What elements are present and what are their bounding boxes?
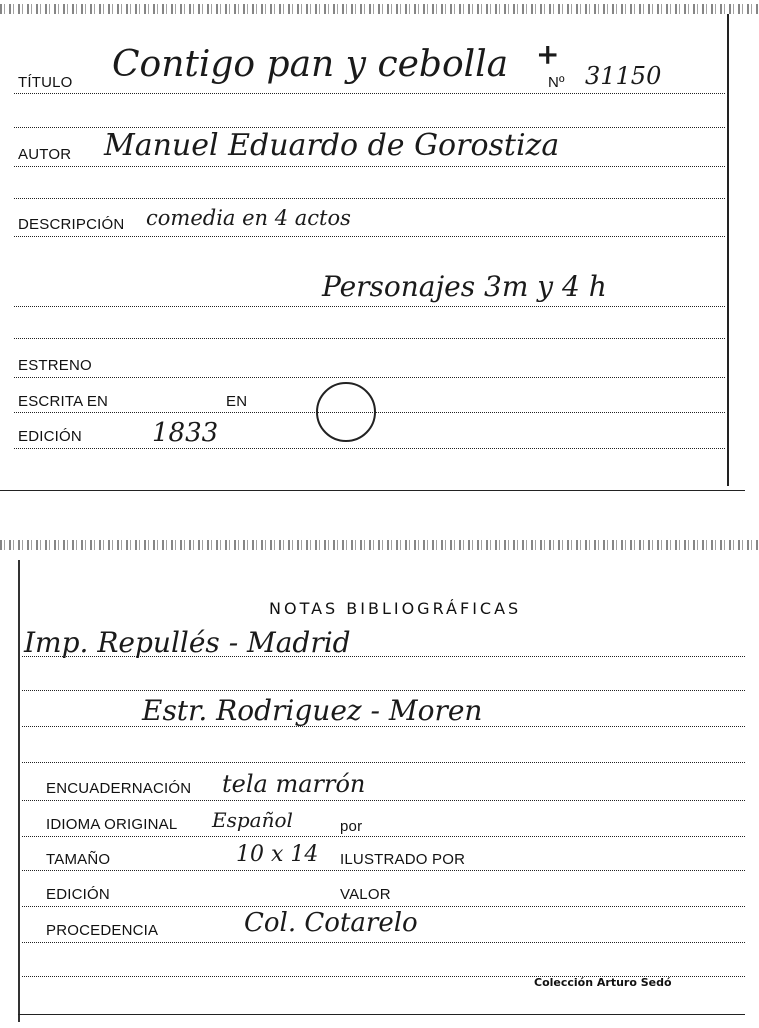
estreno-label: ESTRENO <box>18 357 92 374</box>
rule <box>14 93 725 94</box>
edicion-label-2: EDICIÓN <box>46 886 110 903</box>
rule <box>22 656 745 657</box>
note-line-1: Imp. Repullés - Madrid <box>24 626 351 659</box>
idioma-label: IDIOMA ORIGINAL <box>46 816 178 833</box>
rule <box>14 198 725 199</box>
rule <box>14 166 725 167</box>
catalog-card-back <box>0 540 759 1028</box>
tamano-label: TAMAÑO <box>46 851 111 868</box>
rule <box>22 800 745 801</box>
card-border <box>727 14 729 486</box>
card-border <box>18 560 20 1022</box>
edicion-label: EDICIÓN <box>18 428 82 445</box>
descripcion-value: comedia en 4 actos <box>146 206 351 230</box>
cross-mark: + <box>536 38 560 71</box>
encuadernacion-value: tela marrón <box>222 770 366 798</box>
rule <box>22 906 745 907</box>
card-bottom-edge <box>0 490 745 491</box>
edicion-value: 1833 <box>152 418 219 448</box>
rule <box>22 726 745 727</box>
numero-label: Nº <box>548 74 565 91</box>
procedencia-value: Col. Cotarelo <box>244 908 418 938</box>
collection-footer: Colección Arturo Sedó <box>534 976 672 989</box>
procedencia-label: PROCEDENCIA <box>46 922 159 939</box>
ilustrado-label: ILUSTRADO POR <box>340 851 466 868</box>
autor-value: Manuel Eduardo de Gorostiza <box>104 128 560 163</box>
rule <box>22 942 745 943</box>
circle-stamp <box>316 382 376 442</box>
card-bottom-edge <box>18 1014 745 1015</box>
rule <box>14 377 725 378</box>
catalog-card-front <box>0 0 759 492</box>
rule <box>22 762 745 763</box>
titulo-label: TÍTULO <box>18 74 73 91</box>
notas-heading: NOTAS BIBLIOGRÁFICAS <box>269 599 522 618</box>
rule <box>22 836 745 837</box>
valor-label: VALOR <box>340 886 391 903</box>
tamano-value: 10 x 14 <box>236 842 319 867</box>
personajes-value: Personajes 3m y 4 h <box>322 270 607 303</box>
encuadernacion-label: ENCUADERNACIÓN <box>46 780 192 797</box>
rule <box>14 236 725 237</box>
descripcion-label: DESCRIPCIÓN <box>18 216 125 233</box>
idioma-value: Español <box>212 808 293 832</box>
rule <box>14 448 725 449</box>
torn-edge <box>0 4 759 14</box>
autor-label: AUTOR <box>18 146 72 163</box>
numero-value: 31150 <box>585 62 662 90</box>
note-line-2: Estr. Rodriguez - Moren <box>142 694 483 727</box>
titulo-value: Contigo pan y cebolla <box>112 44 509 85</box>
rule <box>22 690 745 691</box>
torn-edge <box>0 540 759 550</box>
rule <box>14 338 725 339</box>
rule <box>14 306 725 307</box>
rule <box>22 870 745 871</box>
en-label: EN <box>226 393 248 410</box>
por-label: por <box>340 818 363 835</box>
escrita-en-label: ESCRITA EN <box>18 393 109 410</box>
